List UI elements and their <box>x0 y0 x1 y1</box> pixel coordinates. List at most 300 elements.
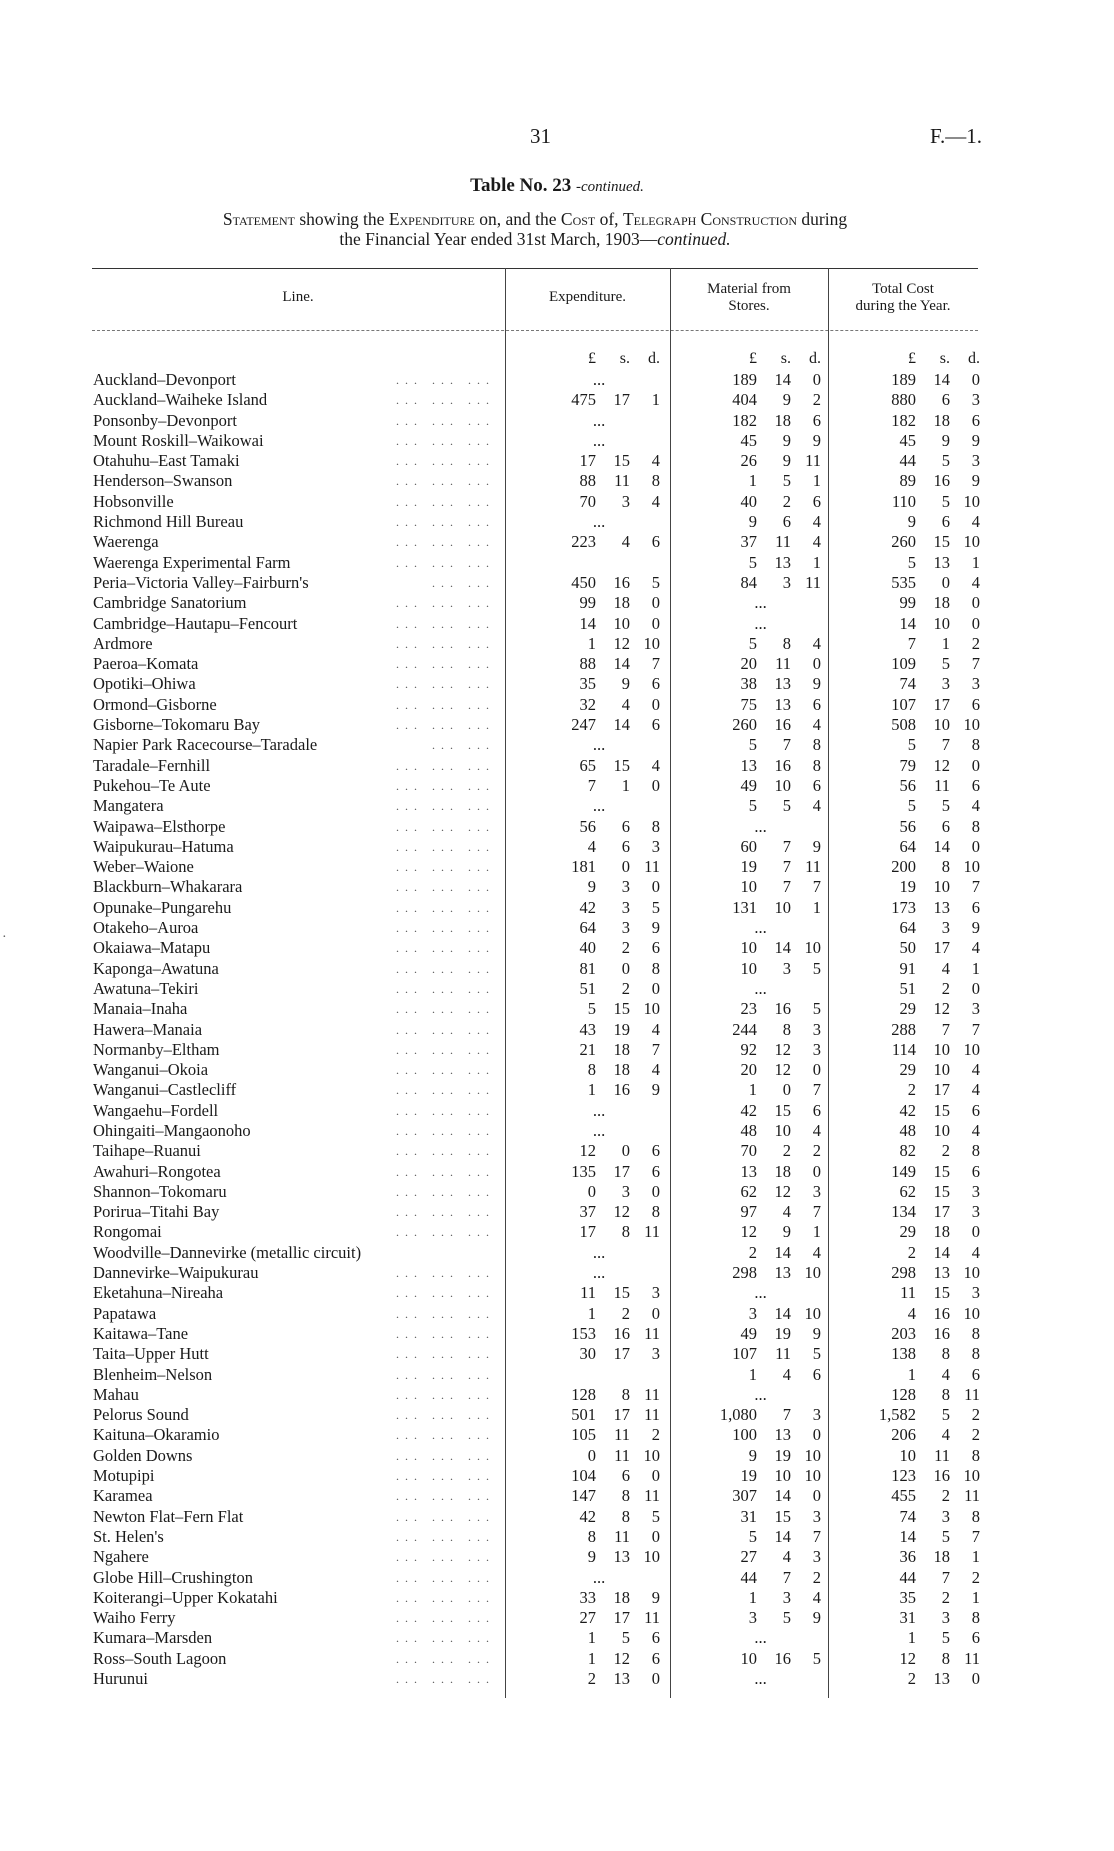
caption-part: Statement <box>222 209 295 229</box>
caption-part: the Financial Year ended 31st March, 1903— <box>339 229 658 249</box>
pence-cell: 3 <box>651 1344 660 1364</box>
pence-cell: 2 <box>971 1405 980 1425</box>
leader-dots: ... ... ... <box>396 839 495 854</box>
pounds-cell: 11 <box>580 1283 596 1303</box>
table-row <box>0 898 1114 918</box>
line-name: Ross–South Lagoon <box>93 1648 227 1668</box>
leader-dots: ... ... ... <box>396 1326 495 1341</box>
pence-cell: 8 <box>971 1344 980 1364</box>
pence-cell: 5 <box>812 1648 821 1668</box>
pounds-cell: 147 <box>571 1486 596 1506</box>
pence-cell: 6 <box>651 1628 660 1648</box>
shillings-cell: 15 <box>933 1181 950 1201</box>
shillings-cell: 11 <box>614 1526 630 1546</box>
pence-cell: 10 <box>804 938 821 958</box>
line-name: Porirua–Titahi Bay <box>93 1202 220 1222</box>
shillings-cell: 13 <box>774 552 791 572</box>
shillings-cell: 17 <box>613 1405 630 1425</box>
pounds-cell: 2 <box>748 1242 757 1262</box>
shillings-cell: 13 <box>774 1263 791 1283</box>
pounds-cell: 149 <box>891 1161 916 1181</box>
pounds-cell: 74 <box>899 1506 916 1526</box>
margin-mark: · <box>2 930 7 945</box>
line-name: Eketahuna–Nireaha <box>93 1283 224 1303</box>
leader-dots: ... ... ... <box>396 1428 495 1443</box>
pence-cell: 3 <box>971 390 980 410</box>
pounds-cell: 64 <box>899 918 916 938</box>
pence-cell: 3 <box>971 1181 980 1201</box>
header-line-1: Total Cost <box>872 281 934 297</box>
pounds-cell: 200 <box>891 857 916 877</box>
pounds-cell: 2 <box>907 1242 916 1262</box>
pounds-cell: 36 <box>899 1547 916 1567</box>
line-name: Wanganui–Okoia <box>93 1060 209 1080</box>
pounds-cell: 10 <box>899 1445 916 1465</box>
pounds-cell: 206 <box>891 1425 916 1445</box>
line-name: Rongomai <box>93 1222 162 1242</box>
shillings-cell: 10 <box>774 1466 791 1486</box>
empty-cell: ... <box>592 1100 606 1120</box>
shillings-cell: 2 <box>941 978 950 998</box>
pounds-cell: 104 <box>571 1466 596 1486</box>
pounds-cell: 62 <box>740 1181 757 1201</box>
pounds-cell: 12 <box>579 1141 596 1161</box>
line-name: Waerenga <box>93 532 159 552</box>
pounds-cell: 535 <box>891 572 916 592</box>
line-name: Manaia–Inaha <box>93 999 188 1019</box>
pounds-cell: 19 <box>740 1466 757 1486</box>
pence-cell: 0 <box>971 370 980 389</box>
pence-cell: 7 <box>651 1039 660 1059</box>
shillings-cell: 10 <box>774 775 791 795</box>
shillings-cell: 7 <box>782 735 791 755</box>
pounds-cell: 37 <box>740 532 757 552</box>
shillings-cell: 10 <box>933 1039 950 1059</box>
leader-dots: ... ... ... <box>396 1306 495 1321</box>
pounds-cell: 12 <box>899 1648 916 1668</box>
pounds-cell: 134 <box>891 1202 916 1222</box>
pounds-cell: 298 <box>732 1263 757 1283</box>
pence-cell: 8 <box>971 1141 980 1161</box>
pounds-cell: 105 <box>571 1425 596 1445</box>
pounds-cell: 107 <box>732 1344 757 1364</box>
pounds-cell: 450 <box>571 572 596 592</box>
pence-cell: 9 <box>651 918 660 938</box>
pence-cell: 7 <box>971 877 980 897</box>
table-row <box>0 654 1114 674</box>
shillings-cell: 11 <box>934 775 950 795</box>
leader-dots: ... ... ... <box>396 941 495 956</box>
table-row <box>0 1344 1114 1364</box>
shillings-cell: 13 <box>774 674 791 694</box>
shillings-cell: 13 <box>933 552 950 572</box>
pounds-cell: 404 <box>732 390 757 410</box>
line-name: Taita–Upper Hutt <box>93 1344 209 1364</box>
line-name: Peria–Victoria Valley–Fairburn's <box>93 572 309 592</box>
shillings-cell: 6 <box>941 390 950 410</box>
table-body <box>0 370 1114 1689</box>
unit-shilling: s. <box>780 350 791 367</box>
pence-cell: 3 <box>812 1181 821 1201</box>
shillings-cell: 17 <box>933 1202 950 1222</box>
line-name: Taihape–Ruanui <box>93 1141 201 1161</box>
pounds-cell: 32 <box>579 694 596 714</box>
pounds-cell: 17 <box>579 451 596 471</box>
shillings-cell: 12 <box>774 1039 791 1059</box>
leader-dots: ... ... ... <box>396 921 495 936</box>
shillings-cell: 3 <box>782 1587 791 1607</box>
pounds-cell: 9 <box>587 1547 596 1567</box>
pence-cell: 6 <box>971 897 980 917</box>
pounds-cell: 1 <box>587 633 596 653</box>
shillings-cell: 15 <box>933 1161 950 1181</box>
shillings-cell: 17 <box>613 1608 630 1628</box>
leader-dots: ... ... ... <box>396 961 495 976</box>
leader-dots: ... ... ... <box>396 413 495 428</box>
line-name: Awatuna–Tekiri <box>93 978 199 998</box>
table-row <box>0 877 1114 897</box>
shillings-cell: 13 <box>613 1669 630 1688</box>
shillings-cell: 8 <box>782 1019 791 1039</box>
statement-caption <box>90 209 980 249</box>
pence-cell: 7 <box>971 1019 980 1039</box>
leader-dots: ... ... ... <box>396 1448 495 1463</box>
pence-cell: 7 <box>812 1080 821 1100</box>
leader-dots: ... ... ... <box>396 697 495 712</box>
shillings-cell: 16 <box>613 1080 630 1100</box>
shillings-cell: 13 <box>774 1425 791 1445</box>
pounds-cell: 13 <box>740 755 757 775</box>
leader-dots: ... ... ... <box>396 1103 495 1118</box>
line-name: Auckland–Devonport <box>93 370 236 389</box>
pounds-cell: 0 <box>587 1181 596 1201</box>
pence-cell: 1 <box>971 1587 980 1607</box>
pounds-cell: 4 <box>587 836 596 856</box>
table-row <box>0 451 1114 471</box>
leader-dots: ... ... ... <box>396 718 495 733</box>
pounds-cell: 92 <box>740 1039 757 1059</box>
shillings-cell: 17 <box>933 694 950 714</box>
pounds-cell: 60 <box>740 836 757 856</box>
pounds-cell: 7 <box>907 633 916 653</box>
table-row <box>0 1222 1114 1242</box>
pounds-cell: 1 <box>907 1628 916 1648</box>
pounds-cell: 475 <box>571 390 596 410</box>
line-name: Motupipi <box>93 1466 155 1486</box>
pounds-cell: 14 <box>899 1526 916 1546</box>
column-header-total <box>828 281 978 315</box>
pounds-cell: 109 <box>891 654 916 674</box>
pence-cell: 4 <box>812 1587 821 1607</box>
pounds-cell: 10 <box>740 877 757 897</box>
pence-cell: 8 <box>651 1202 660 1222</box>
pence-cell: 3 <box>812 1547 821 1567</box>
shillings-cell: 2 <box>941 1141 950 1161</box>
caption-part: during <box>797 209 848 229</box>
shillings-cell: 11 <box>775 1344 791 1364</box>
pence-cell: 1 <box>812 897 821 917</box>
shillings-cell: 16 <box>613 1323 630 1343</box>
line-name: Wangaehu–Fordell <box>93 1100 219 1120</box>
shillings-cell: 8 <box>621 1384 630 1404</box>
shillings-cell: 0 <box>621 958 630 978</box>
table-row <box>0 857 1114 877</box>
shillings-cell: 12 <box>774 1181 791 1201</box>
pounds-cell: 65 <box>579 755 596 775</box>
shillings-cell: 11 <box>614 1425 630 1445</box>
leader-dots: ... ... ... <box>396 433 495 448</box>
pence-cell: 10 <box>963 532 980 552</box>
pounds-cell: 64 <box>579 918 596 938</box>
shillings-cell: 10 <box>933 1060 950 1080</box>
pence-cell: 5 <box>651 572 660 592</box>
shillings-cell: 8 <box>941 1344 950 1364</box>
shillings-cell: 18 <box>613 1587 630 1607</box>
table-row <box>0 1568 1114 1588</box>
empty-cell: ... <box>592 410 606 430</box>
shillings-cell: 16 <box>933 1303 950 1323</box>
shillings-cell: 6 <box>621 816 630 836</box>
pence-cell: 8 <box>971 1323 980 1343</box>
pence-cell: 11 <box>644 1486 660 1506</box>
pounds-cell: 30 <box>579 1344 596 1364</box>
pence-cell: 3 <box>971 1283 980 1303</box>
shillings-cell: 12 <box>613 1202 630 1222</box>
pence-cell: 5 <box>812 958 821 978</box>
pounds-cell: 45 <box>899 430 916 450</box>
shillings-cell: 12 <box>933 755 950 775</box>
unit-shilling: s. <box>939 350 950 367</box>
pounds-cell: 203 <box>891 1323 916 1343</box>
pence-cell: 4 <box>971 1242 980 1262</box>
pence-cell: 4 <box>971 572 980 592</box>
column-header-expenditure: Expenditure. <box>548 289 627 305</box>
line-name: Ohingaiti–Mangaonoho <box>93 1120 251 1140</box>
pounds-cell: 20 <box>740 654 757 674</box>
pence-cell: 10 <box>804 1445 821 1465</box>
shillings-cell: 8 <box>941 1648 950 1668</box>
shillings-cell: 9 <box>782 390 791 410</box>
table-title-suffix: -continued. <box>576 179 644 195</box>
shillings-cell: 18 <box>774 1161 791 1181</box>
shillings-cell: 16 <box>774 755 791 775</box>
pence-cell: 5 <box>651 897 660 917</box>
pence-cell: 0 <box>971 755 980 775</box>
pence-cell: 8 <box>651 816 660 836</box>
pounds-cell: 26 <box>740 451 757 471</box>
table-row <box>0 1283 1114 1303</box>
shillings-cell: 8 <box>621 1222 630 1242</box>
pounds-cell: 1 <box>748 1364 757 1384</box>
pence-cell: 4 <box>651 451 660 471</box>
pounds-cell: 307 <box>732 1486 757 1506</box>
pounds-cell: 110 <box>891 491 916 511</box>
leader-dots: ... ... ... <box>396 758 495 773</box>
pence-cell: 7 <box>971 1526 980 1546</box>
pounds-cell: 7 <box>587 775 596 795</box>
pounds-cell: 11 <box>900 1283 916 1303</box>
leader-dots: ... ... ... <box>396 880 495 895</box>
shillings-cell: 17 <box>613 1161 630 1181</box>
pence-cell: 8 <box>651 471 660 491</box>
empty-cell: ... <box>754 1283 767 1303</box>
pounds-cell: 10 <box>740 1648 757 1668</box>
shillings-cell: 15 <box>613 999 630 1019</box>
pence-cell: 6 <box>812 775 821 795</box>
shillings-cell: 12 <box>774 1060 791 1080</box>
pence-cell: 0 <box>651 775 660 795</box>
leader-dots: ... ... ... <box>396 1590 495 1605</box>
shillings-cell: 3 <box>621 877 630 897</box>
leader-dots: ... ... ... <box>396 1042 495 1057</box>
pounds-cell: 189 <box>891 370 916 389</box>
pounds-cell: 56 <box>899 816 916 836</box>
shillings-cell: 16 <box>774 1648 791 1668</box>
leader-dots: ... ... ... <box>396 1225 495 1240</box>
pounds-cell: 27 <box>579 1608 596 1628</box>
line-name: Koiterangi–Upper Kokatahi <box>93 1587 278 1607</box>
line-name: Napier Park Racecourse–Taradale <box>93 735 318 755</box>
pence-cell: 8 <box>971 735 980 755</box>
pence-cell: 2 <box>812 390 821 410</box>
leader-dots: ... ... ... <box>396 657 495 672</box>
pence-cell: 6 <box>812 410 821 430</box>
shillings-cell: 18 <box>613 1060 630 1080</box>
table-row <box>0 1466 1114 1486</box>
pounds-cell: 0 <box>587 1445 596 1465</box>
pounds-cell: 123 <box>891 1466 916 1486</box>
pence-cell: 11 <box>644 1608 660 1628</box>
pence-cell: 1 <box>971 552 980 572</box>
line-name: Kaitawa–Tane <box>93 1323 189 1343</box>
pounds-cell: 21 <box>579 1039 596 1059</box>
shillings-cell: 3 <box>941 1608 950 1628</box>
pounds-cell: 31 <box>899 1608 916 1628</box>
pence-cell: 1 <box>971 958 980 978</box>
pence-cell: 3 <box>812 1019 821 1039</box>
pounds-cell: 62 <box>899 1181 916 1201</box>
pence-cell: 10 <box>963 715 980 735</box>
line-name: Weber–Waione <box>93 857 194 877</box>
shillings-cell: 4 <box>782 1202 791 1222</box>
leader-dots: ... ... ... <box>396 1611 495 1626</box>
pence-cell: 6 <box>651 1648 660 1668</box>
pounds-cell: 43 <box>579 1019 596 1039</box>
shillings-cell: 17 <box>613 390 630 410</box>
line-name: Blenheim–Nelson <box>93 1364 213 1384</box>
pounds-cell: 42 <box>899 1100 916 1120</box>
line-name: Auckland–Waiheke Island <box>93 390 268 410</box>
leader-dots: ... ... ... <box>396 393 495 408</box>
pounds-cell: 3 <box>748 1303 757 1323</box>
pounds-cell: 182 <box>891 410 916 430</box>
shillings-cell: 11 <box>775 532 791 552</box>
shillings-cell: 5 <box>941 1405 950 1425</box>
table-row <box>0 837 1114 857</box>
shillings-cell: 6 <box>941 816 950 836</box>
shillings-cell: 17 <box>613 1344 630 1364</box>
pounds-cell: 81 <box>579 958 596 978</box>
shillings-cell: 17 <box>933 938 950 958</box>
table-row <box>0 1405 1114 1425</box>
pence-cell: 9 <box>971 430 980 450</box>
leader-dots: ... ... ... <box>396 860 495 875</box>
pounds-cell: 99 <box>579 593 596 613</box>
table-row <box>0 390 1114 410</box>
pounds-cell: 38 <box>740 674 757 694</box>
shillings-cell: 4 <box>782 1364 791 1384</box>
leader-dots: ... ... ... <box>396 1570 495 1585</box>
table-row <box>0 1324 1114 1344</box>
line-name: Otakeho–Auroa <box>93 918 199 938</box>
leader-dots: ... ... ... <box>396 535 495 550</box>
pence-cell: 0 <box>651 593 660 613</box>
table-row <box>0 1385 1114 1405</box>
pounds-cell: 131 <box>732 897 757 917</box>
pounds-cell: 2 <box>907 1669 916 1688</box>
header-line-1: Material from <box>707 281 791 297</box>
shillings-cell: 2 <box>621 978 630 998</box>
pounds-cell: 27 <box>740 1547 757 1567</box>
pence-cell: 6 <box>651 938 660 958</box>
pence-cell: 4 <box>812 1242 821 1262</box>
shillings-cell: 14 <box>613 715 630 735</box>
shillings-cell: 11 <box>775 654 791 674</box>
pence-cell: 5 <box>651 1506 660 1526</box>
shillings-cell: 8 <box>941 1384 950 1404</box>
table-row <box>0 1141 1114 1161</box>
shillings-cell: 18 <box>774 410 791 430</box>
table-row <box>0 959 1114 979</box>
pence-cell: 0 <box>651 613 660 633</box>
shillings-cell: 10 <box>933 1120 950 1140</box>
pence-cell: 11 <box>644 1323 660 1343</box>
pence-cell: 1 <box>812 471 821 491</box>
pence-cell: 6 <box>971 410 980 430</box>
line-name: Wanganui–Castlecliff <box>93 1080 237 1100</box>
shillings-cell: 8 <box>621 1506 630 1526</box>
line-name: Karamea <box>93 1486 153 1506</box>
shillings-cell: 10 <box>933 613 950 633</box>
unit-pence: d. <box>648 350 660 367</box>
shillings-cell: 14 <box>774 938 791 958</box>
pounds-cell: 298 <box>891 1263 916 1283</box>
pence-cell: 0 <box>971 593 980 613</box>
shillings-cell: 11 <box>614 471 630 491</box>
pence-cell: 8 <box>971 1608 980 1628</box>
pounds-cell: 880 <box>891 390 916 410</box>
pounds-cell: 35 <box>579 674 596 694</box>
pounds-cell: 508 <box>891 715 916 735</box>
header-line-2: Stores. <box>728 298 770 314</box>
shillings-cell: 18 <box>613 1039 630 1059</box>
leader-dots: ... ... ... <box>396 515 495 530</box>
pence-cell: 11 <box>644 1384 660 1404</box>
pence-cell: 3 <box>812 1039 821 1059</box>
column-header-material <box>670 281 828 315</box>
header-bottom-rule <box>92 330 978 331</box>
pounds-cell: 244 <box>732 1019 757 1039</box>
line-name: Globe Hill–Crushington <box>93 1567 253 1587</box>
table-row <box>0 715 1114 735</box>
shillings-cell: 7 <box>782 1405 791 1425</box>
pounds-cell: 19 <box>740 857 757 877</box>
caption-part: of, <box>595 209 623 229</box>
table-row <box>0 411 1114 431</box>
empty-cell: ... <box>754 1628 767 1648</box>
pence-cell: 10 <box>804 1466 821 1486</box>
pounds-cell: 29 <box>899 1060 916 1080</box>
